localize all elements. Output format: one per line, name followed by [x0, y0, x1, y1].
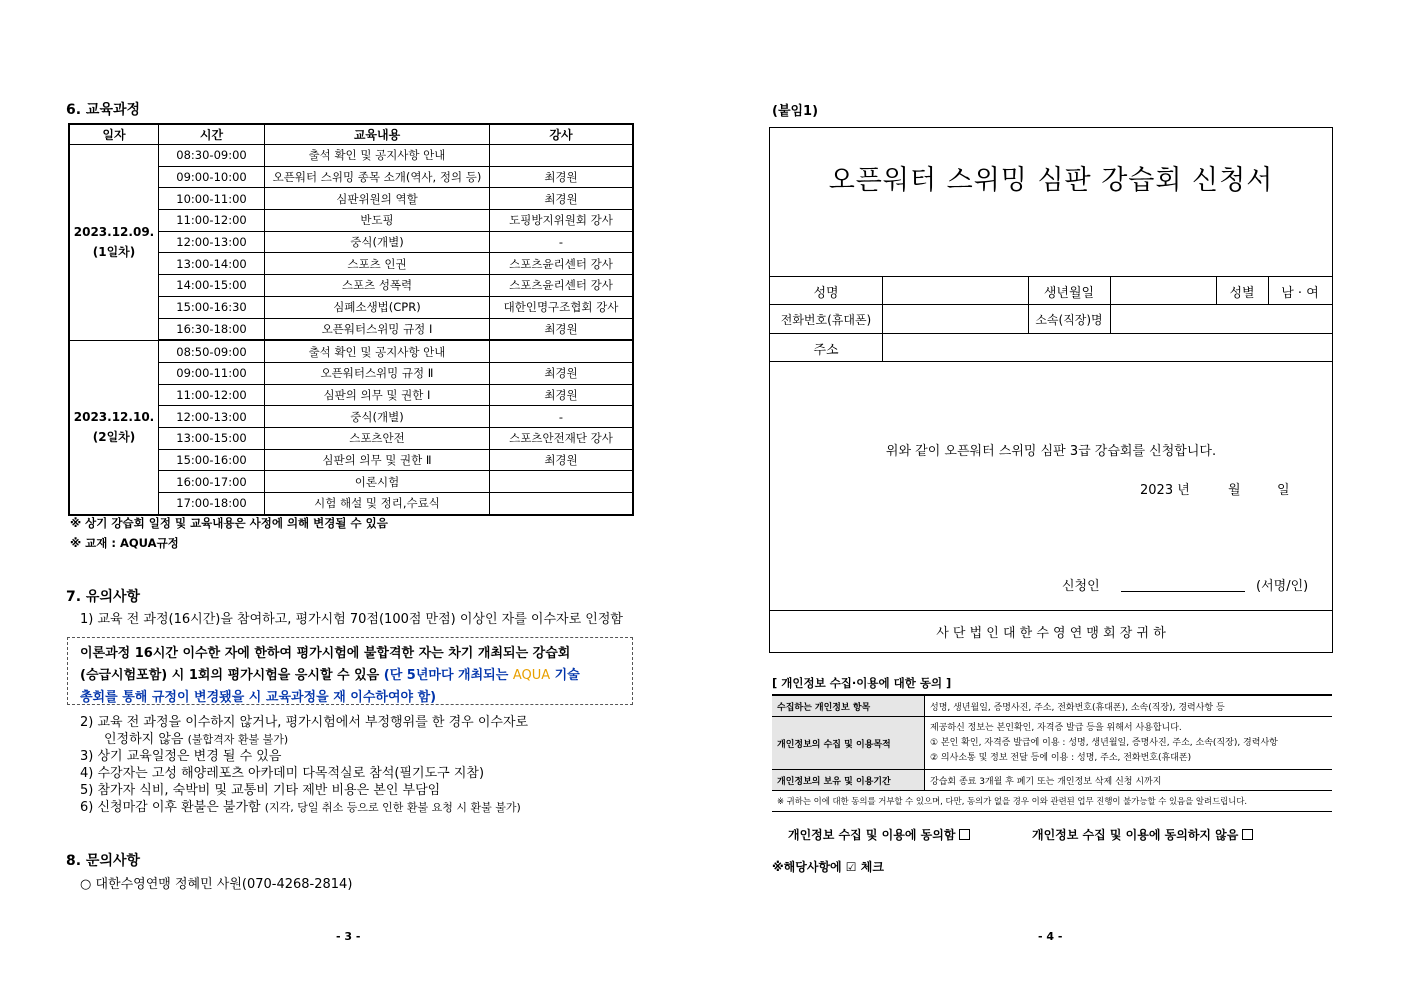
page-number-4: - 4 - [1038, 930, 1063, 943]
consent-value-purpose: 제공하신 정보는 본인확인, 자격증 발급 등을 위해서 사용합니다. ① 본인 확인, 자격증 발급에 이용 : 성명, 생년월일, 증명사진, 주소, 소속(직장), 경력사항 ② 의사소통 및 정보 전달 등에 이용 : 성명, 주소, 전화번호(휴대폰) [925, 717, 1333, 770]
schedule-content: 오픈워터스위밍 규정 Ⅱ [265, 362, 490, 384]
schedule-content: 출석 확인 및 공지사항 안내 [265, 340, 490, 362]
label-name: 성명 [813, 286, 839, 301]
schedule-time: 16:30-18:00 [159, 318, 265, 340]
form-title: 오픈워터 스위밍 심판 강습회 신청서 [828, 165, 1274, 196]
retake-line-1: 이론과정 16시간 이수한 자에 한하여 평가시험에 불합격한 자는 차기 개최되는 강습회 [80, 646, 571, 661]
name-field[interactable] [883, 277, 1028, 304]
section-6-title: 6. 교육과정 [66, 102, 141, 118]
disagree-checkbox[interactable] [1242, 829, 1253, 840]
schedule-teacher: 스포츠안전재단 강사 [490, 427, 634, 449]
label-affiliation: 소속(직장)명 [1035, 313, 1103, 327]
check-note: ※해당사항에 ☑ 체크 [772, 860, 884, 874]
application-form [769, 127, 1333, 653]
consent-title: [ 개인정보 수집·이용에 대한 동의 ] [772, 676, 952, 690]
schedule-content: 심폐소생법(CPR) [265, 296, 490, 318]
schedule-teacher: 최경원 [490, 166, 634, 188]
schedule-content: 스포츠안전 [265, 427, 490, 449]
schedule-time: 11:00-12:00 [159, 210, 265, 232]
address-field[interactable] [883, 334, 1332, 361]
schedule-teacher: 최경원 [490, 362, 634, 384]
schedule-row [69, 145, 633, 167]
attachment-label: (붙임1) [772, 104, 819, 119]
schedule-content: 심판위원의 역할 [265, 188, 490, 210]
schedule-teacher: 도핑방지위원회 강사 [490, 210, 634, 232]
schedule-time: 09:00-11:00 [159, 362, 265, 384]
schedule-teacher: 대한인명구조협회 강사 [490, 296, 634, 318]
label-address: 주소 [813, 343, 839, 358]
schedule-content: 출석 확인 및 공지사항 안내 [265, 145, 490, 167]
schedule-content: 이론시험 [265, 471, 490, 493]
schedule-teacher: 스포츠윤리센터 강사 [490, 253, 634, 275]
disagree-option[interactable]: 개인정보 수집 및 이용에 동의하지 않음 [1032, 826, 1253, 843]
header-content: 교육내용 [265, 124, 490, 145]
schedule-time: 12:00-13:00 [159, 231, 265, 253]
consent-label-purpose: 개인정보의 수집 및 이용목적 [772, 717, 925, 770]
schedule-time: 16:00-17:00 [159, 471, 265, 493]
signature-label: (서명/인) [1256, 579, 1309, 594]
apply-statement: 위와 같이 오픈워터 스위밍 심판 3급 강습회를 신청합니다. [885, 444, 1217, 459]
notice-item-3: 3) 상기 교육일정은 변경 될 수 있음 [80, 749, 282, 764]
textbook-note: ※ 교재 : AQUA규정 [70, 536, 179, 550]
retake-notice-box [67, 637, 633, 705]
label-phone: 전화번호(휴대폰) [780, 313, 872, 327]
birth-field[interactable] [1111, 277, 1216, 304]
phone-field[interactable] [883, 305, 1028, 333]
schedule-content: 심판의 의무 및 권한 Ⅰ [265, 384, 490, 406]
agree-option[interactable]: 개인정보 수집 및 이용에 동의함 [788, 826, 970, 843]
schedule-teacher [490, 471, 634, 493]
notice-item-6: 6) 신청마감 이후 환불은 불가함 (지각, 당일 취소 등으로 인한 환불 요청 시 환불 불가) [80, 800, 521, 815]
schedule-content: 반도핑 [265, 210, 490, 232]
schedule-content: 스포츠 성폭력 [265, 275, 490, 297]
schedule-teacher: 스포츠윤리센터 강사 [490, 275, 634, 297]
schedule-teacher [490, 493, 634, 515]
schedule-teacher: 최경원 [490, 449, 634, 471]
agree-checkbox[interactable] [959, 829, 970, 840]
gender-options[interactable]: 남 · 여 [1281, 286, 1319, 301]
schedule-content: 오픈워터 스위밍 종목 소개(역사, 정의 등) [265, 166, 490, 188]
section-7-title: 7. 유의사항 [66, 589, 141, 605]
label-gender: 성별 [1229, 286, 1255, 301]
schedule-content: 중식(개별) [265, 406, 490, 428]
header-teacher: 강사 [490, 124, 634, 145]
consent-label-items: 수집하는 개인정보 항목 [772, 695, 925, 717]
date-year: 2023 년 [1140, 483, 1190, 498]
consent-footer: ※ 귀하는 이에 대한 동의를 거부할 수 있으며, 다만, 동의가 없을 경우 이와 관련된 업무 진행이 불가능할 수 있음을 알려드립니다. [772, 791, 1332, 812]
schedule-content: 시험 해설 및 정리,수료식 [265, 493, 490, 515]
schedule-teacher: 최경원 [490, 318, 634, 340]
schedule-teacher: 최경원 [490, 384, 634, 406]
schedule-day-label: 2023.12.09. (1일차) [69, 145, 159, 341]
aqua-text: AQUA [512, 668, 551, 683]
retake-line-2: (승급시험포함) 시 1회의 평가시험을 응시할 수 있음 (단 5년마다 개최되는 AQUA 기술 [80, 668, 580, 683]
schedule-time: 08:30-09:00 [159, 145, 265, 167]
schedule-time: 15:00-16:30 [159, 296, 265, 318]
header-time: 시간 [159, 124, 265, 145]
schedule-time: 13:00-15:00 [159, 427, 265, 449]
page-number-3: - 3 - [336, 930, 361, 943]
schedule-time: 09:00-10:00 [159, 166, 265, 188]
schedule-time: 14:00-15:00 [159, 275, 265, 297]
consent-value-items: 성명, 생년월일, 증명사진, 주소, 전화번호(휴대폰), 소속(직장), 경력사항 등 [925, 695, 1333, 717]
schedule-time: 08:50-09:00 [159, 340, 265, 362]
schedule-time: 17:00-18:00 [159, 493, 265, 515]
schedule-header-row [69, 124, 633, 145]
consent-value-retention: 강습회 종료 3개월 후 폐기 또는 개인정보 삭제 신청 시까지 [925, 770, 1333, 791]
retake-condition: (단 5년마다 개최되는 AQUA 기술 [383, 668, 580, 683]
contact-info: ○ 대한수영연맹 정혜민 사원(070-4268-2814) [80, 877, 353, 892]
notice-item-5: 5) 참가자 식비, 숙박비 및 교통비 기타 제반 비용은 본인 부담임 [80, 783, 441, 798]
consent-row-purpose [772, 717, 1332, 770]
schedule-content: 오픈워터스위밍 규정 Ⅰ [265, 318, 490, 340]
schedule-teacher [490, 340, 634, 362]
notice-item-1: 1) 교육 전 과정(16시간)을 참여하고, 평가시험 70점(100점 만점) 이상인 자를 이수자로 인정함 [80, 612, 623, 627]
consent-table [772, 694, 1332, 812]
consent-footer-row [772, 791, 1332, 812]
schedule-content: 심판의 의무 및 권한 Ⅱ [265, 449, 490, 471]
affiliation-field[interactable] [1111, 305, 1332, 333]
notice-item-4: 4) 수강자는 고성 해양레포츠 아카데미 다목적실로 참석(필기도구 지참) [80, 766, 485, 781]
schedule-teacher: - [490, 406, 634, 428]
schedule-time: 12:00-13:00 [159, 406, 265, 428]
date-month: 월 [1228, 483, 1241, 498]
recipient-line: 사 단 법 인 대 한 수 영 연 맹 회 장 귀 하 [936, 626, 1166, 641]
notice-item-2-cont: 인정하지 않음 (불합격자 환불 불가) [104, 732, 289, 747]
schedule-row [69, 340, 633, 362]
date-day: 일 [1277, 483, 1290, 498]
schedule-change-note: ※ 상기 강습회 일정 및 교육내용은 사정에 의해 변경될 수 있음 [70, 516, 388, 530]
schedule-teacher [490, 145, 634, 167]
notice-item-2: 2) 교육 전 과정을 이수하지 않거나, 평가시험에서 부정행위를 한 경우 이수자로 [80, 715, 529, 730]
label-birth: 생년월일 [1043, 286, 1095, 301]
schedule-teacher: 최경원 [490, 188, 634, 210]
section-8-title: 8. 문의사항 [66, 853, 141, 869]
header-date: 일자 [69, 124, 159, 145]
signature-line[interactable] [1121, 591, 1245, 592]
schedule-time: 13:00-14:00 [159, 253, 265, 275]
schedule-day-label: 2023.12.10. (2일차) [69, 340, 159, 515]
schedule-teacher: - [490, 231, 634, 253]
retake-line-3: 총회를 통해 규정이 변경됐을 시 교육과정을 재 이수하여야 함) [80, 690, 437, 705]
schedule-table [68, 123, 634, 516]
schedule-time: 11:00-12:00 [159, 384, 265, 406]
schedule-time: 10:00-11:00 [159, 188, 265, 210]
schedule-time: 15:00-16:00 [159, 449, 265, 471]
consent-row-items [772, 695, 1332, 717]
schedule-content: 스포츠 인권 [265, 253, 490, 275]
schedule-content: 중식(개별) [265, 231, 490, 253]
consent-row-retention [772, 770, 1332, 791]
consent-label-retention: 개인정보의 보유 및 이용기간 [772, 770, 925, 791]
applicant-label: 신청인 [1062, 579, 1100, 594]
